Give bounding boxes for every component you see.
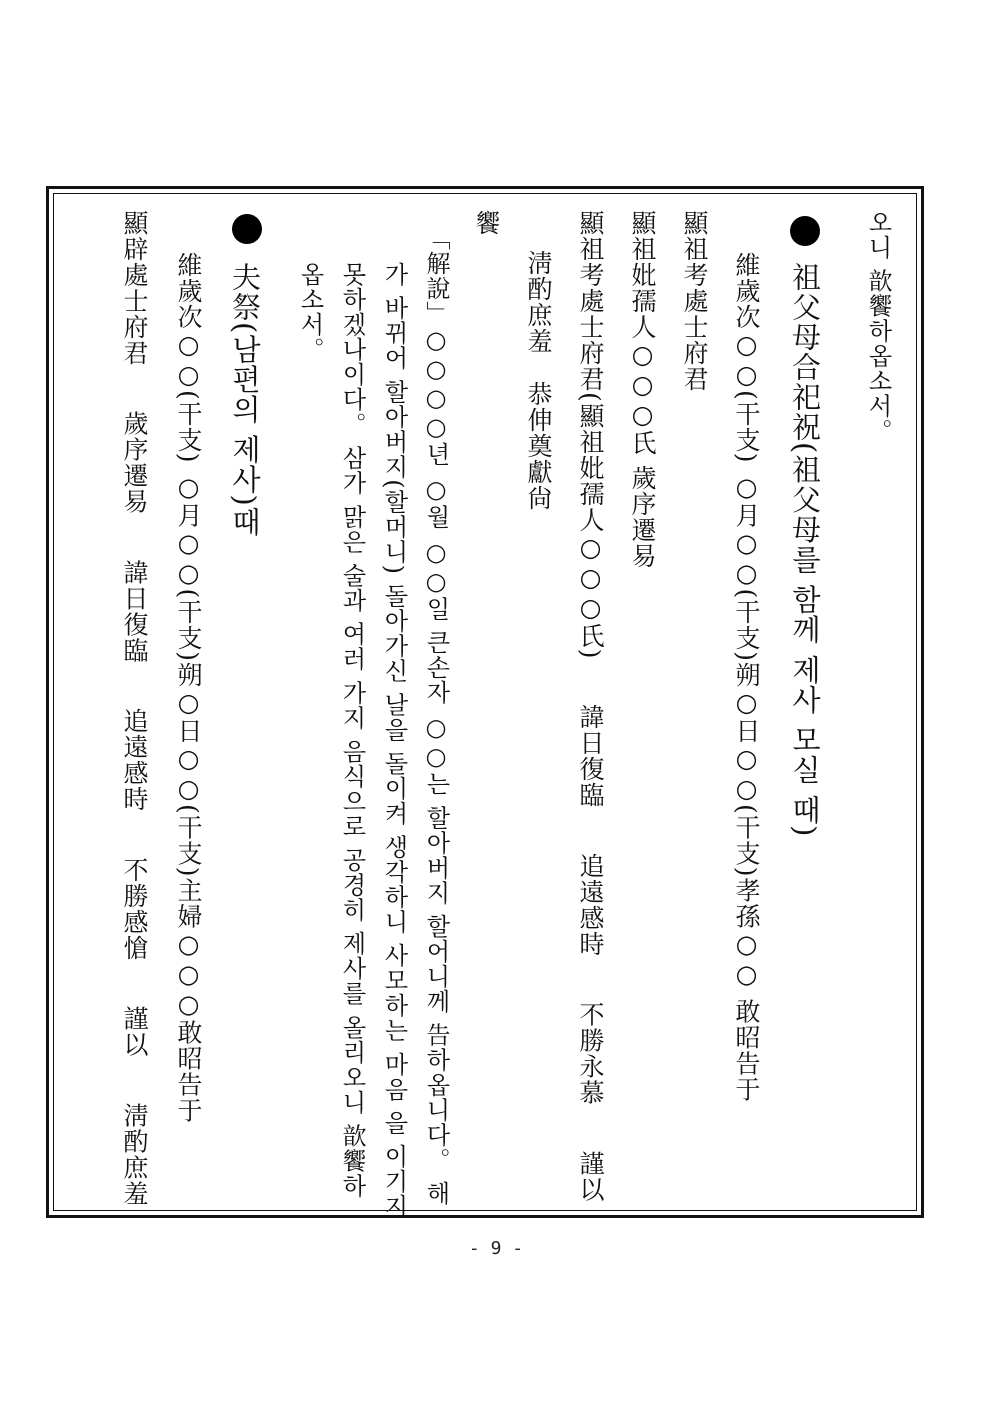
commentary-column-2: 가 바뀌어 할아버지(할머니) 돌아가신 날을 돌이켜 생각하니 사모하는 마음 을 이기지 [380, 262, 408, 1220]
commentary-column-4: 옵소서。 [296, 262, 324, 362]
text-column-3: 維歲次○○(干支) ○月○○(干支)朔○日○○(干支)孝孫○○ 敢昭告于 [732, 252, 761, 1103]
text-column-5: 顯祖妣孺人○○○氏 歲序遷易 [628, 210, 657, 569]
page-number: - 9 - [468, 1238, 524, 1259]
section-heading-husband: 夫祭(남편의 제사)때 [228, 262, 262, 537]
text-column-15: 顯辟處士府君 歲序遷易 諱日復臨 追遠感時 不勝感愴 謹以 淸酌庶羞 [120, 210, 149, 1207]
text-column-4: 顯祖考處士府君 [680, 210, 709, 392]
commentary-column-1: 「解說」○○○○년 ○월 ○○일 큰손자 ○○는 할아버지 할어니께 告하옵니다。 해 [422, 226, 450, 1207]
section-bullet-icon [790, 216, 820, 246]
text-column-14: 維歲次○○(干支) ○月○○(干支)朔○日○○(干支)主婦○○○敢昭告于 [174, 252, 203, 1124]
text-column-7: 淸酌庶羞 恭伸奠獻尙 [524, 250, 553, 511]
section-heading-grandparents: 祖父母合祀祝(祖父母를 함께 제사 모실 때) [788, 262, 822, 838]
text-column-6: 顯祖考處士府君(顯祖妣孺人○○○氏) 諱日復臨 追遠感時 不勝永慕 謹以 [576, 210, 605, 1203]
text-column-1: 오니 歆饗하옵소서。 [864, 210, 892, 444]
section-bullet-icon-2 [232, 214, 262, 244]
commentary-column-3: 못하겠나이다。 삼가 맑은 술과 여러 가지 음식으로 공경히 제사를 올리오니 歆饗하 [338, 262, 366, 1199]
text-column-8: 饗 [472, 210, 501, 236]
